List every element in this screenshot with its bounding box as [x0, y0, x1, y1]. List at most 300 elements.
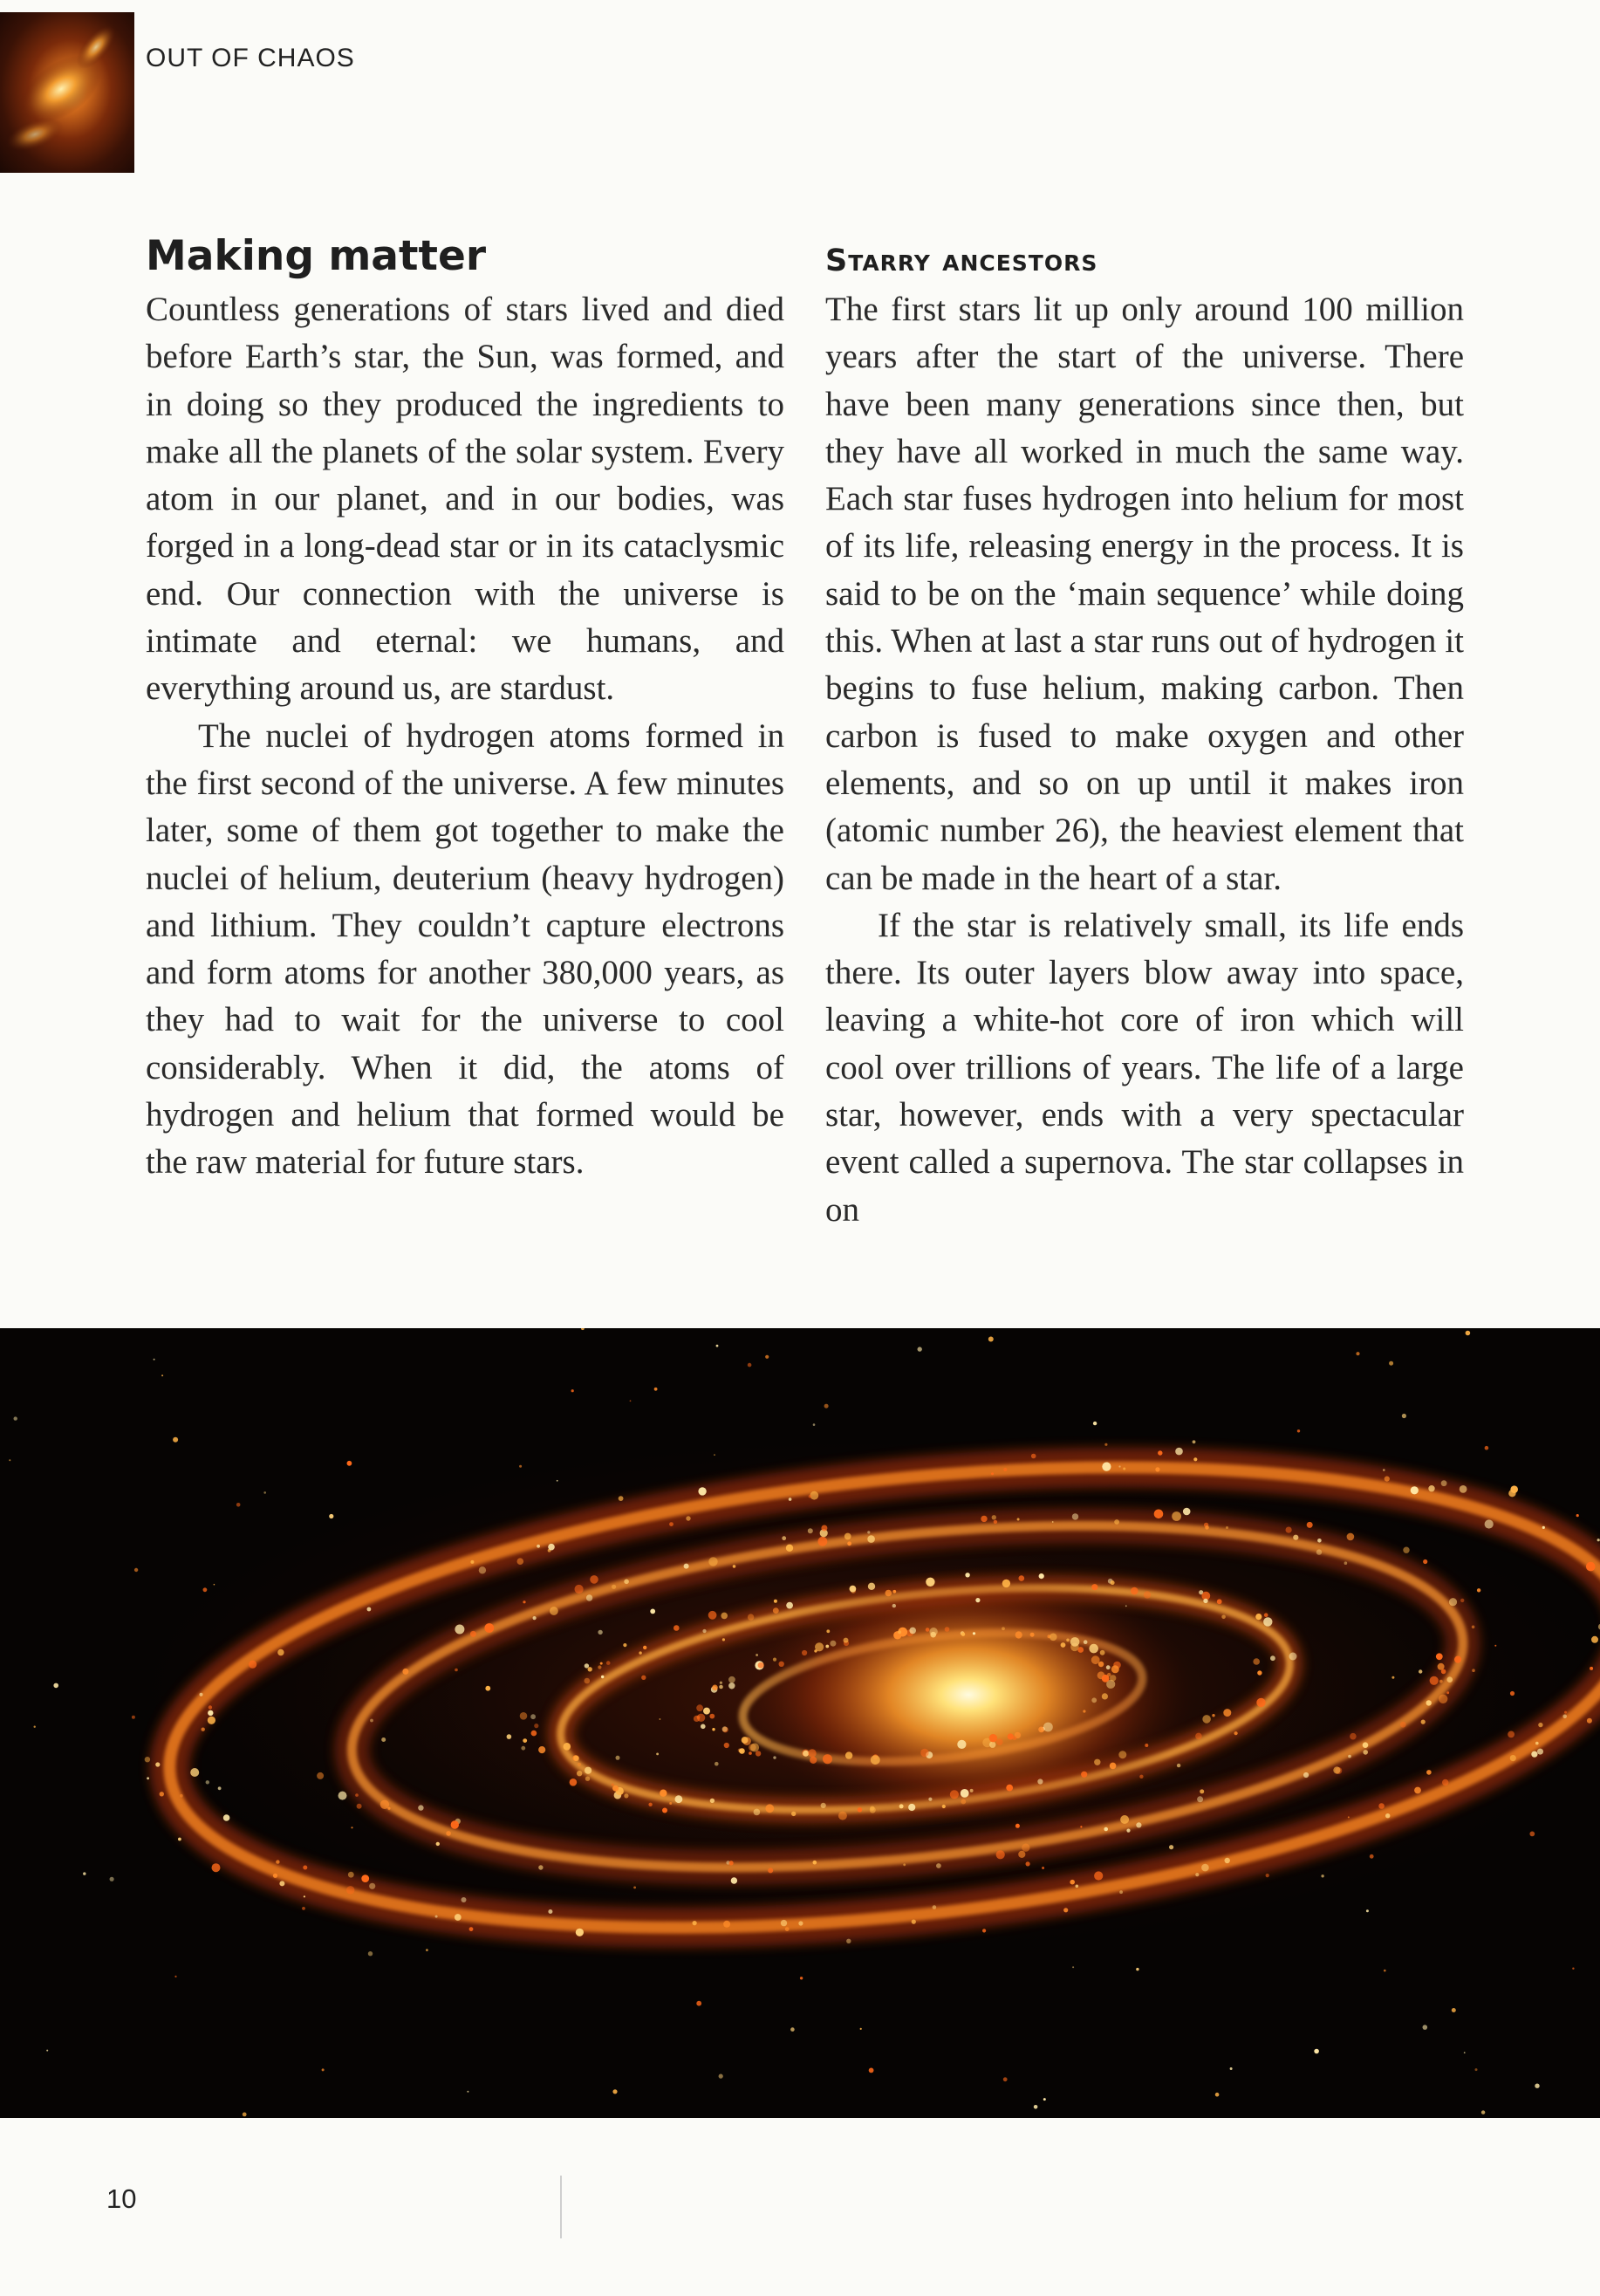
galaxy-star-dot — [575, 1585, 584, 1593]
galaxy-star-dot — [1266, 1874, 1269, 1877]
galaxy-star-dot — [110, 1877, 114, 1881]
galaxy-star-dot — [263, 1491, 266, 1494]
galaxy-star-dot — [809, 1495, 812, 1498]
galaxy-star-dot — [1158, 1450, 1162, 1455]
galaxy-star-dot — [557, 1480, 558, 1482]
galaxy-star-dot — [1314, 2049, 1319, 2054]
galaxy-star-dot — [1508, 1731, 1515, 1738]
galaxy-star-dot — [1430, 1676, 1439, 1685]
galaxy-star-dot — [1385, 1477, 1390, 1482]
galaxy-star-dot — [1297, 1429, 1300, 1432]
galaxy-star-dot — [660, 1718, 661, 1720]
galaxy-star-dot — [813, 1861, 817, 1865]
galaxy-star-dot — [815, 1642, 824, 1651]
galaxy-star-dot — [606, 1661, 611, 1665]
galaxy-star-dot — [871, 1755, 880, 1765]
galaxy-star-dot — [989, 1742, 995, 1748]
galaxy-star-dot — [703, 1708, 710, 1715]
galaxy-star-dot — [654, 1388, 658, 1391]
galaxy-star-dot — [641, 1676, 646, 1680]
galaxy-star-dot — [1002, 1627, 1005, 1630]
right-column — [825, 229, 1464, 1234]
galaxy-star-dot — [470, 1631, 476, 1637]
galaxy-star-dot — [928, 1798, 932, 1801]
galaxy-star-dot — [721, 1613, 728, 1620]
galaxy-star-dot — [773, 1658, 776, 1662]
galaxy-star-dot — [803, 1751, 809, 1757]
galaxy-star-dot — [715, 1762, 719, 1766]
galaxy-star-dot — [774, 1600, 777, 1603]
galaxy-star-dot — [1454, 1656, 1461, 1663]
galaxy-star-dot — [1136, 1822, 1141, 1827]
galaxy-star-dot — [920, 1749, 928, 1757]
galaxy-star-dot — [808, 1528, 813, 1533]
galaxy-star-dot — [1019, 1575, 1025, 1581]
galaxy-star-dot — [1597, 1539, 1600, 1541]
galaxy-star-dot — [1193, 1457, 1197, 1461]
galaxy-star-dot — [1226, 1526, 1228, 1529]
galaxy-star-dot — [961, 1633, 965, 1636]
galaxy-star-dot — [1303, 1772, 1309, 1778]
galaxy-star-dot — [322, 2068, 325, 2071]
galaxy-star-dot — [981, 1516, 987, 1522]
galaxy-star-dot — [1043, 2098, 1046, 2101]
galaxy-star-dot — [1091, 1584, 1097, 1590]
galaxy-star-dot — [908, 1804, 915, 1811]
galaxy-star-dot — [1034, 2105, 1038, 2109]
galaxy-star-dot — [1441, 1480, 1447, 1486]
galaxy-star-dot — [161, 1374, 163, 1376]
galaxy-star-dot — [1438, 1663, 1445, 1670]
galaxy-star-dot — [370, 1719, 373, 1723]
galaxy-star-dot — [845, 1751, 852, 1758]
galaxy-star-dot — [1591, 1636, 1598, 1643]
galaxy-star-dot — [380, 1800, 389, 1809]
galaxy-star-dot — [53, 1683, 58, 1689]
galaxy-star-dot — [818, 1537, 828, 1546]
galaxy-star-dot — [1022, 1844, 1029, 1852]
galaxy-star-dot — [694, 1716, 700, 1722]
galaxy-star-dot — [1203, 1599, 1207, 1603]
galaxy-star-dot — [519, 1465, 522, 1468]
galaxy-star-dot — [693, 1921, 697, 1925]
galaxy-star-dot — [1460, 1599, 1464, 1602]
galaxy-star-dot — [1070, 1880, 1075, 1885]
galaxy-star-dot — [696, 2001, 701, 2006]
galaxy-star-dot — [1317, 1539, 1322, 1543]
galaxy-star-dot — [773, 1756, 776, 1758]
galaxy-star-dot — [624, 1793, 628, 1798]
galaxy-star-dot — [1052, 1521, 1054, 1523]
galaxy-star-dot — [1263, 1617, 1272, 1626]
galaxy-star-dot — [303, 1866, 307, 1870]
galaxy-star-dot — [714, 1454, 715, 1456]
galaxy-star-dot — [675, 1795, 683, 1803]
chapter-thumbnail-image — [0, 12, 134, 173]
galaxy-star-dot — [731, 1877, 737, 1883]
galaxy-star-dot — [1426, 1770, 1432, 1775]
galaxy-star-dot — [348, 1872, 354, 1878]
galaxy-star-dot — [83, 1872, 85, 1874]
galaxy-star-dot — [708, 1557, 717, 1566]
galaxy-star-dot — [369, 1883, 375, 1889]
galaxy-star-dot — [1026, 1861, 1030, 1866]
galaxy-star-dot — [435, 1916, 438, 1918]
galaxy-star-dot — [1076, 1885, 1079, 1888]
galaxy-star-dot — [1472, 1626, 1475, 1629]
galaxy-star-dot — [1169, 1845, 1173, 1849]
body-paragraph: If the star is relatively small, its life ends there. Its outer layers blow away into space, leaving a white-hot core of iron which will cool over trillions of years. The life of a large star, however, ends with a very spectacular event called a supernova. The star collapses in on — [825, 906, 1464, 1229]
galaxy-star-dot — [996, 1850, 1005, 1859]
galaxy-star-dot — [1531, 1751, 1537, 1758]
galaxy-star-dot — [1316, 1549, 1322, 1554]
galaxy-star-dot — [1111, 1665, 1119, 1673]
galaxy-star-dot — [178, 1838, 181, 1841]
galaxy-star-dot — [729, 1861, 734, 1865]
galaxy-star-dot — [277, 1649, 284, 1655]
galaxy-star-dot — [1426, 1700, 1432, 1705]
galaxy-star-dot — [756, 1654, 758, 1656]
galaxy-star-dot — [965, 1573, 969, 1577]
galaxy-star-dot — [899, 1804, 904, 1808]
body-paragraph: The nuclei of hydrogen atoms formed in the first second of the universe. A few minutes later, some of them got together to make the nuclei of helium, deuterium (heavy hydrogen) and lithium. They couldn’t capture electrons and form atoms for another 380,000 years, as they had to wait for the universe to cool considerably. When it did, the atoms of hydrogen and helium that formed would be the raw material for future stars. — [146, 716, 784, 1182]
galaxy-star-dot — [1466, 1331, 1471, 1336]
galaxy-star-dot — [648, 1803, 652, 1806]
galaxy-star-dot — [1348, 1755, 1351, 1758]
galaxy-star-dot — [712, 1728, 715, 1731]
galaxy-star-dot — [1031, 1454, 1036, 1459]
galaxy-star-dot — [1119, 1890, 1123, 1894]
subsection-heading — [825, 236, 1464, 286]
galaxy-star-dot — [276, 1860, 279, 1863]
galaxy-star-dot — [1344, 1561, 1348, 1565]
galaxy-star-dot — [243, 2113, 247, 2117]
galaxy-star-dot — [1542, 1526, 1545, 1529]
galaxy-star-dot — [426, 1949, 428, 1951]
galaxy-star-dot — [791, 1812, 796, 1816]
galaxy-star-dot — [576, 1929, 584, 1936]
galaxy-star-dot — [825, 1645, 829, 1648]
galaxy-star-dot — [773, 1607, 779, 1614]
galaxy-star-dot — [612, 1585, 616, 1589]
galaxy-star-dot — [1100, 1650, 1105, 1655]
galaxy-star-dot — [722, 1726, 728, 1731]
galaxy-star-dot — [1030, 1633, 1035, 1637]
galaxy-star-dot — [530, 1714, 536, 1719]
galaxy-star-dot — [1039, 1573, 1044, 1579]
galaxy-star-dot — [517, 1558, 524, 1565]
galaxy-star-dot — [1442, 1779, 1448, 1785]
galaxy-star-dot — [975, 1598, 980, 1602]
galaxy-star-dot — [1217, 1599, 1222, 1604]
galaxy-star-dot — [355, 1793, 359, 1797]
galaxy-star-dot — [1289, 1653, 1297, 1661]
galaxy-star-dot — [1118, 1751, 1126, 1758]
galaxy-star-dot — [1104, 1827, 1108, 1832]
galaxy-star-dot — [720, 1682, 722, 1684]
galaxy-star-dot — [455, 1914, 462, 1921]
galaxy-star-dot — [361, 1874, 369, 1882]
galaxy-star-dot — [160, 1792, 164, 1796]
galaxy-star-dot — [686, 1516, 690, 1520]
galaxy-star-dot — [669, 1522, 674, 1526]
galaxy-star-dot — [728, 1683, 735, 1689]
galaxy-star-dot — [537, 1545, 540, 1548]
galaxy-star-dot — [1106, 1665, 1111, 1669]
galaxy-star-dot — [870, 1806, 874, 1811]
galaxy-star-dot — [1333, 1766, 1340, 1773]
galaxy-star-dot — [1472, 1669, 1475, 1672]
galaxy-star-dot — [1576, 1514, 1579, 1517]
galaxy-star-dot — [756, 1751, 761, 1756]
galaxy-star-dot — [523, 1600, 525, 1603]
galaxy-star-dot — [1286, 1527, 1292, 1533]
section-heading: Making matter — [146, 232, 486, 280]
galaxy-star-dot — [710, 1799, 715, 1803]
galaxy-star-dot — [1018, 1851, 1025, 1858]
galaxy-star-dot — [1590, 1667, 1593, 1670]
galaxy-star-dot — [1098, 1662, 1104, 1667]
galaxy-star-dot — [1446, 1691, 1449, 1694]
galaxy-star-dot — [534, 1724, 538, 1728]
galaxy-star-dot — [218, 1786, 222, 1790]
galaxy-star-dot — [961, 1799, 966, 1805]
galaxy-star-dot — [1107, 1673, 1111, 1676]
galaxy-star-dot — [1015, 1631, 1022, 1638]
galaxy-star-dot — [656, 1753, 659, 1756]
galaxy-star-dot — [302, 1907, 305, 1910]
galaxy-star-dot — [844, 1533, 851, 1540]
galaxy-star-dot — [1155, 1467, 1159, 1471]
galaxy-star-dot — [564, 1743, 571, 1751]
galaxy-star-dot — [479, 1566, 486, 1573]
galaxy-star-dot — [548, 1544, 555, 1551]
andromeda-galaxy-photo — [0, 1328, 1600, 2118]
galaxy-star-dot — [1221, 1615, 1226, 1620]
galaxy-star-dot — [236, 1503, 241, 1507]
galaxy-star-dot — [1586, 1562, 1596, 1572]
galaxy-star-dot — [1257, 1670, 1262, 1675]
galaxy-star-dot — [1564, 1711, 1567, 1714]
galaxy-star-dot — [1452, 2008, 1456, 2012]
galaxy-star-dot — [1370, 1854, 1374, 1859]
galaxy-star-dot — [765, 1355, 769, 1359]
galaxy-star-dot — [1464, 2052, 1466, 2053]
galaxy-star-dot — [786, 1602, 793, 1609]
galaxy-star-dot — [1070, 1637, 1080, 1647]
galaxy-star-dot — [830, 1641, 836, 1647]
galaxy-star-dot — [347, 1461, 352, 1466]
galaxy-star-dot — [1077, 1647, 1084, 1653]
galaxy-star-dot — [847, 1541, 851, 1546]
galaxy-star-dot — [612, 1785, 619, 1792]
galaxy-star-dot — [208, 1710, 213, 1716]
galaxy-star-dot — [601, 1676, 604, 1678]
galaxy-star-dot — [991, 1472, 994, 1475]
galaxy-star-dot — [1494, 1645, 1496, 1647]
galaxy-star-dot — [1481, 2110, 1485, 2114]
galaxy-star-dot — [942, 1805, 946, 1808]
galaxy-star-dot — [1234, 1731, 1238, 1735]
galaxy-star-dot — [145, 1757, 150, 1762]
galaxy-star-dot — [918, 1347, 922, 1351]
galaxy-star-dot — [1061, 1642, 1066, 1648]
galaxy-star-dot — [132, 1716, 135, 1719]
galaxy-star-dot — [1081, 1772, 1087, 1778]
galaxy-star-dot — [860, 2028, 862, 2030]
galaxy-star-dot — [712, 1685, 718, 1691]
galaxy-star-dot — [1037, 1779, 1043, 1784]
galaxy-star-dot — [662, 1808, 667, 1813]
galaxy-star-dot — [669, 1802, 672, 1805]
galaxy-star-dot — [748, 1614, 754, 1620]
galaxy-star-dot — [600, 1662, 603, 1665]
galaxy-star-dot — [1423, 2025, 1428, 2030]
galaxy-star-dot — [1537, 1749, 1543, 1755]
galaxy-star-dot — [598, 1665, 601, 1669]
galaxy-star-dot — [1123, 1468, 1125, 1470]
galaxy-star-dot — [898, 1630, 901, 1634]
galaxy-star-dot — [550, 1607, 558, 1615]
galaxy-star-dot — [209, 1705, 212, 1709]
galaxy-star-dot — [1201, 1864, 1209, 1872]
galaxy-star-dot — [304, 1895, 305, 1897]
galaxy-star-dot — [446, 1831, 451, 1836]
galaxy-star-dot — [1195, 1873, 1199, 1876]
galaxy-star-dot — [1510, 1691, 1515, 1696]
galaxy-star-dot — [858, 1807, 862, 1812]
galaxy-star-dot — [585, 1663, 589, 1668]
galaxy-star-dot — [214, 1584, 215, 1586]
galaxy-star-dot — [1510, 1755, 1516, 1761]
galaxy-star-dot — [467, 2091, 468, 2093]
galaxy-star-dot — [1126, 1829, 1130, 1833]
galaxy-star-dot — [1139, 1775, 1143, 1779]
galaxy-star-dot — [1293, 1535, 1298, 1540]
galaxy-star-dot — [639, 1651, 641, 1654]
galaxy-star-dot — [134, 1568, 138, 1572]
galaxy-star-dot — [989, 1734, 997, 1742]
galaxy-star-dot — [329, 1514, 333, 1518]
galaxy-star-dot — [768, 1868, 773, 1873]
galaxy-star-dot — [1363, 1742, 1369, 1748]
galaxy-star-dot — [14, 1416, 17, 1420]
galaxy-star-dot — [798, 1921, 803, 1925]
galaxy-star-dot — [1042, 1867, 1044, 1869]
galaxy-star-dot — [1421, 1720, 1426, 1724]
galaxy-star-dot — [1477, 1588, 1480, 1592]
galaxy-star-dot — [577, 1771, 582, 1776]
galaxy-star-dot — [1102, 1463, 1111, 1471]
galaxy-star-dot — [1104, 1443, 1107, 1446]
galaxy-star-dot — [1193, 1440, 1196, 1443]
galaxy-star-dot — [1270, 1655, 1275, 1661]
galaxy-star-dot — [1264, 1613, 1268, 1617]
galaxy-star-dot — [1414, 1787, 1421, 1794]
galaxy-star-dot — [945, 1627, 950, 1632]
galaxy-star-dot — [249, 1661, 256, 1669]
galaxy-star-dot — [1253, 1658, 1260, 1665]
gutter-mark — [560, 2176, 562, 2238]
galaxy-star-dot — [1212, 1714, 1214, 1717]
galaxy-star-dot — [719, 2074, 723, 2079]
galaxy-star-dot — [1485, 1446, 1489, 1450]
galaxy-star-dot — [586, 1594, 592, 1600]
body-paragraph: The first stars lit up only around 100 million years after the start of the universe. There have been many generations since then, but they have all worked in much the same way. Each star fuses hydrogen into helium for most of its life, releasing energy in the process. It is said to be on the ‘main sequence’ while doing this. When at last a star runs out of hydrogen it begins to fuse helium, making carbon. Then carbon is fused to make oxygen and other elements, and so on up until it makes iron (atomic number 26), the heaviest element that can be made in the heart of a star. — [825, 291, 1464, 897]
galaxy-star-dot — [1256, 1698, 1265, 1707]
galaxy-star-dot — [758, 1662, 764, 1669]
galaxy-star-dot — [630, 1400, 632, 1402]
galaxy-star-dot — [469, 1927, 474, 1931]
galaxy-star-dot — [823, 1754, 832, 1764]
galaxy-star-dot — [206, 1780, 209, 1784]
galaxy-star-dot — [1366, 1909, 1369, 1912]
galaxy-star-dot — [1460, 1485, 1467, 1493]
galaxy-star-dot — [1411, 1486, 1419, 1494]
galaxy-star-dot — [357, 1804, 362, 1809]
galaxy-star-dot — [1144, 1591, 1151, 1598]
galaxy-star-dot — [1197, 1796, 1203, 1802]
galaxy-star-dot — [1003, 2077, 1008, 2081]
subsection-heading-text: Starry ancestors — [825, 243, 1098, 278]
galaxy-star-dot — [719, 1685, 723, 1689]
galaxy-star-dot — [34, 1726, 36, 1728]
galaxy-star-dot — [616, 1756, 620, 1760]
galaxy-star-dot — [203, 1587, 208, 1592]
galaxy-star-dot — [1072, 1513, 1078, 1519]
galaxy-star-dot — [418, 1805, 423, 1810]
galaxy-star-dot — [1384, 1970, 1386, 1972]
galaxy-star-dot — [1529, 1832, 1535, 1837]
galaxy-star-dot — [1114, 1519, 1119, 1525]
galaxy-star-dot — [155, 1762, 160, 1766]
galaxy-star-dot — [585, 1678, 591, 1684]
galaxy-star-dot — [1535, 1742, 1539, 1745]
galaxy-star-dot — [1094, 1759, 1100, 1765]
galaxy-star-dot — [1154, 1510, 1164, 1519]
galaxy-star-dot — [696, 1704, 703, 1711]
galaxy-star-dot — [892, 1604, 896, 1607]
galaxy-star-dot — [1015, 1824, 1020, 1828]
galaxy-star-dot — [1118, 1465, 1120, 1467]
galaxy-star-dot — [1347, 1533, 1355, 1541]
galaxy-star-dot — [1321, 1874, 1323, 1877]
galaxy-star-dot — [202, 1728, 205, 1731]
galaxy-star-dot — [612, 1784, 614, 1786]
galaxy-star-dot — [1508, 1490, 1515, 1497]
galaxy-star-dot — [742, 1737, 749, 1744]
galaxy-star-dot — [824, 1404, 829, 1408]
galaxy-star-dot — [701, 1724, 706, 1730]
galaxy-star-dot — [779, 1662, 784, 1667]
galaxy-star-dot — [173, 1437, 178, 1443]
galaxy-star-dot — [936, 1863, 941, 1868]
galaxy-star-dot — [1136, 1968, 1138, 1970]
galaxy-star-dot — [1307, 1522, 1313, 1528]
galaxy-star-dot — [789, 1498, 792, 1501]
galaxy-star-dot — [1436, 1653, 1443, 1660]
galaxy-star-dot — [1215, 2093, 1220, 2097]
galaxy-star-dot — [520, 1712, 528, 1720]
galaxy-star-dot — [970, 1789, 974, 1792]
galaxy-star-dot — [223, 1814, 230, 1821]
galaxy-star-dot — [633, 1887, 636, 1889]
galaxy-star-dot — [1093, 1422, 1097, 1425]
galaxy-star-dot — [1013, 1736, 1017, 1740]
galaxy-star-dot — [1348, 1816, 1350, 1818]
galaxy-star-dot — [590, 1575, 598, 1584]
galaxy-star-dot — [1423, 1559, 1427, 1564]
